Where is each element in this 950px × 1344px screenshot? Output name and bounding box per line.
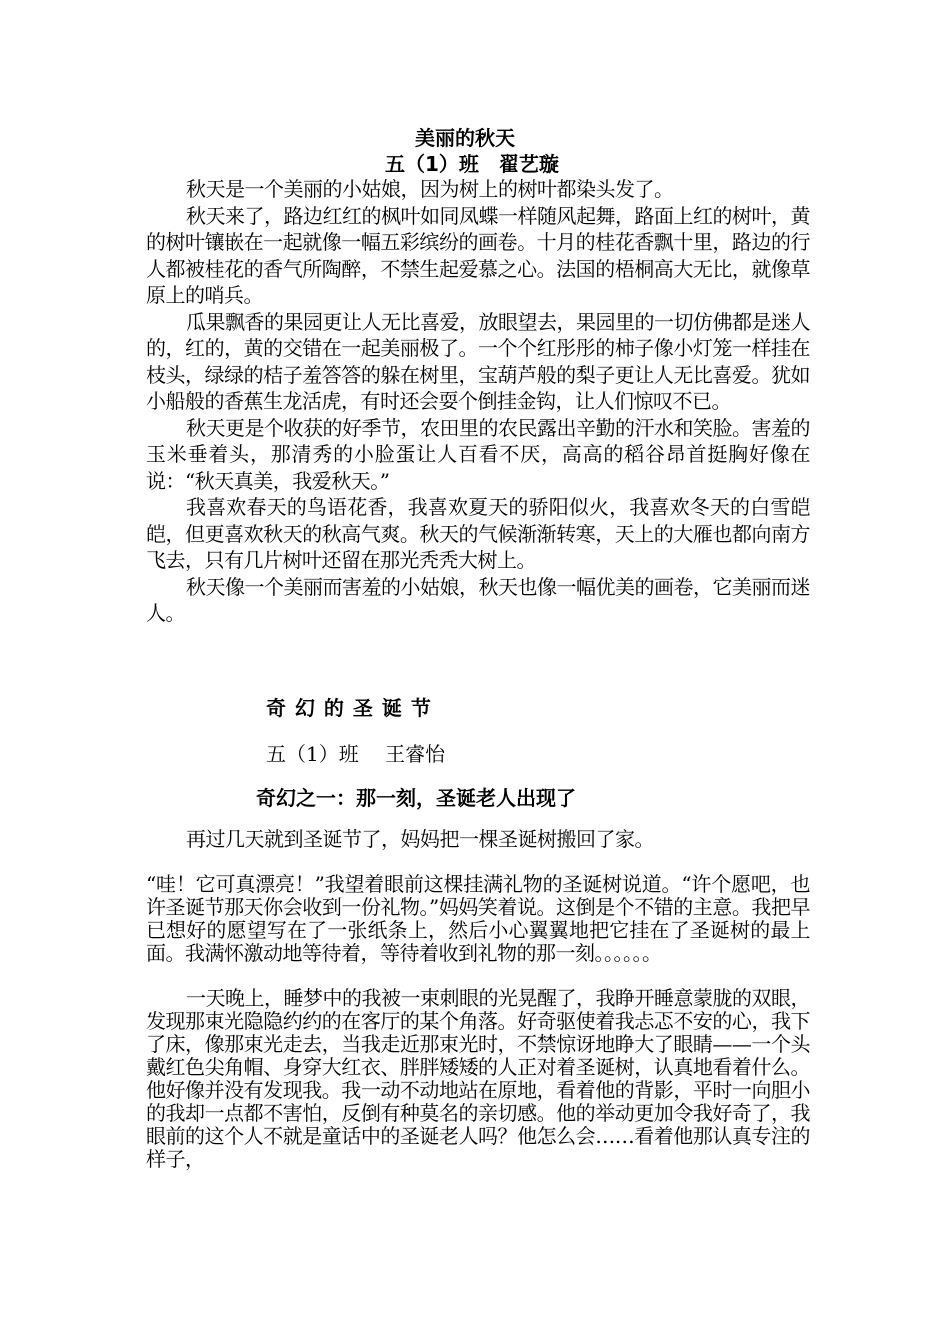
essay2-title: 奇 幻 的 圣 诞 节 [266, 696, 432, 720]
essay2-paragraph: 一天晚上，睡梦中的我被一束刺眼的光晃醒了，我睁开睡意蒙胧的双眼，发现那束光隐隐约约的在客厅的某个角落。好奇驱使着我忐忑不安的心，我下了床，像那束光走去，当我走近那束光时，不禁惊讶地睁大了眼睛——一个头戴红色尖角帽、身穿大红衣、胖胖矮矮的人正对着圣诞树，认真地看着什么。他好像并没有发现我。我一动不动地站在原地，看着他的背影，平时一向胆小的我却一点都不害怕，反倒有种莫名的亲切感。他的举动更加令我好奇了，我眼前的这个人不就是童话中的圣诞老人吗？他怎么会……看着他那认真专注的样子， [146, 986, 810, 1171]
essay1-title: 美丽的秋天 [415, 126, 515, 150]
essay1-paragraph: 秋天更是个收获的好季节，农田里的农民露出辛勤的汗水和笑脸。害羞的玉米垂着头，那清秀的小脸蛋让人百看不厌，高高的稻谷昂首挺胸好像在说：“秋天真美，我爱秋天。” [146, 415, 810, 493]
essay1-paragraph: 秋天像一个美丽而害羞的小姑娘，秋天也像一幅优美的画卷，它美丽而迷人。 [146, 574, 810, 625]
essay1-paragraph: 秋天是一个美丽的小姑娘，因为树上的树叶都染头发了。 [186, 177, 674, 201]
essay2-paragraph: “哇！它可真漂亮！”我望着眼前这棵挂满礼物的圣诞树说道。“许个愿吧，也许圣诞节那天你会收到一份礼物。”妈妈笑着说。这倒是个不错的主意。我把早已想好的愿望写在了一张纸条上，然后小心翼翼地把它挂在了圣诞树的最上面。我满怀激动地等待着，等待着收到礼物的那一刻。。。。。。 [146, 872, 810, 965]
essay1-byline: 五（1）班 翟艺璇 [385, 152, 559, 176]
essay1-paragraph: 我喜欢春天的鸟语花香，我喜欢夏天的骄阳似火，我喜欢冬天的白雪皑皑，但更喜欢秋天的秋高气爽。秋天的气候渐渐转寒，天上的大雁也都向南方飞去，只有几片树叶还留在那光秃秃大树上。 [146, 495, 810, 572]
essay2-section-heading: 奇幻之一：那一刻，圣诞老人出现了 [256, 786, 576, 810]
essay1-paragraph: 瓜果飘香的果园更让人无比喜爱，放眼望去，果园里的一切仿佛都是迷人的，红的，黄的交错在一起美丽极了。一个个红彤彤的柿子像小灯笼一样挂在枝头，绿绿的桔子羞答答的躲在树里，宝葫芦般的梨子更让人无比喜爱。犹如小船般的香蕉生龙活虎，有时还会耍个倒挂金钩，让人们惊叹不已。 [146, 309, 810, 413]
essay2-body [146, 828, 810, 1171]
essay2-byline: 五（1）班 王睿怡 [266, 742, 446, 766]
essay1-body [146, 176, 810, 627]
essay1-paragraph: 秋天来了，路边红红的枫叶如同凤蝶一样随风起舞，路面上红的树叶，黄的树叶镶嵌在一起就像一幅五彩缤纷的画卷。十月的桂花香飘十里，路边的行人都被桂花的香气所陶醉，不禁生起爱慕之心。法国的梧桐高大无比，就像草原上的哨兵。 [146, 203, 810, 307]
essay2-paragraph: 再过几天就到圣诞节了，妈妈把一棵圣诞树搬回了家。 [186, 827, 654, 851]
